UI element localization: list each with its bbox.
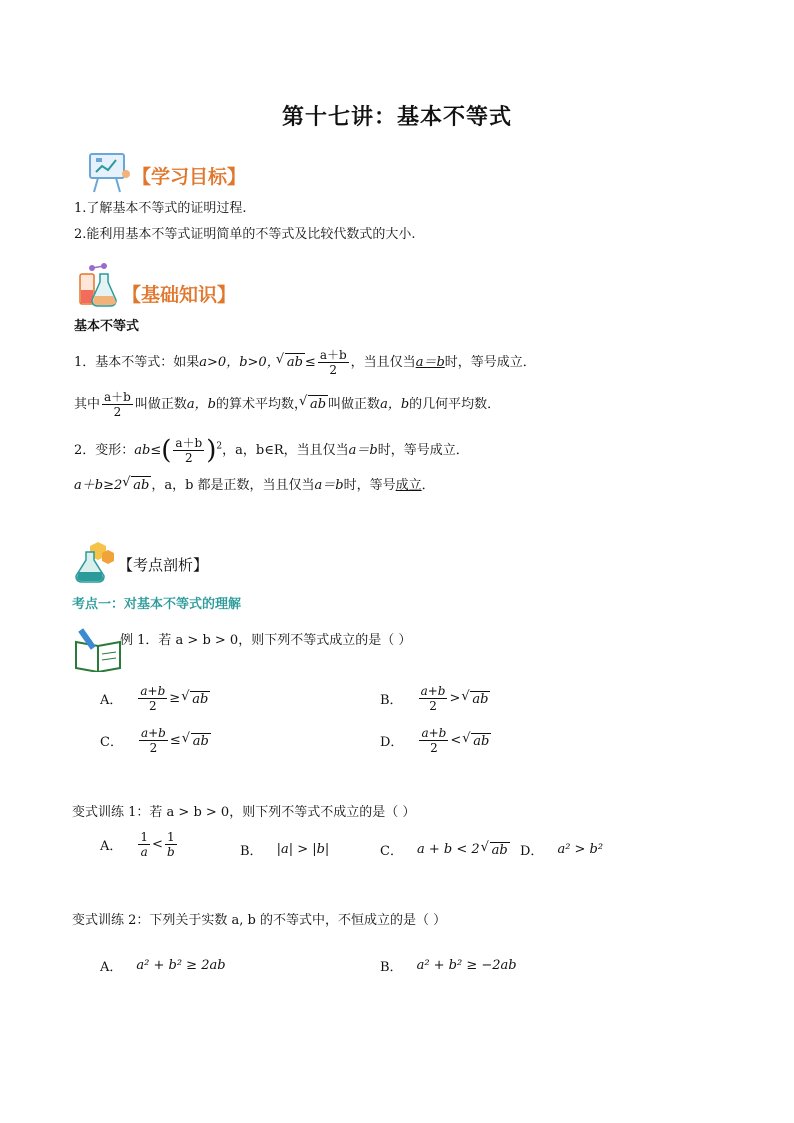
- example-1-option-c[interactable]: C． $\frac{a+b}{2}$ ≤ √ ab: [100, 726, 211, 755]
- practice-2-question: 变式训练 2：下列关于实数 a, b 的不等式中，不恒成立的是（ ）: [72, 913, 447, 928]
- example-1-question: 例 1．若 a > b > 0，则下列不等式成立的是（ ）: [120, 633, 412, 648]
- page-title: 第十七讲：基本不等式: [281, 104, 512, 130]
- presentation-board-icon: [86, 150, 132, 196]
- practice-2-option-b[interactable]: B． a² + b² ≥ −2ab: [380, 958, 517, 975]
- basics-item-2: 2．变形：ab≤( $\frac{a+b}{2}$ )$^2$，a，b∈R，当且仅当a＝b时，等号成立．: [74, 435, 469, 466]
- flask-icon: [74, 262, 120, 308]
- fraction: $\frac{a+b}{2}$: [175, 436, 203, 465]
- basics-item-1: 1．基本不等式：如果a>0，b>0， √ ab ≤ $\frac{a+b}{2}$ ，当且仅当a＝b时，等号成立．: [74, 348, 536, 377]
- section-title-objectives: 【学习目标】: [132, 166, 247, 188]
- example-1-option-a[interactable]: A． $\frac{a+b}{2}$ ≥ √ ab: [100, 684, 210, 713]
- practice-1-option-b[interactable]: B． |a| > |b|: [240, 842, 330, 859]
- example-1-option-d[interactable]: D． $\frac{a+b}{2}$ < √ ab: [380, 726, 491, 755]
- sqrt-ab: √ ab: [308, 395, 328, 414]
- fraction: $\frac{a+b}{2}$: [319, 348, 347, 377]
- section-title-basics: 【基础知识】: [122, 284, 237, 306]
- sqrt-ab: √ ab: [285, 353, 305, 372]
- practice-1-question: 变式训练 1：若 a > b > 0，则下列不等式不成立的是（ ）: [72, 805, 416, 820]
- book-pencil-icon: [72, 628, 124, 672]
- basics-item-1b: 其中 $\frac{a+b}{2}$ 叫做正数a，b的算术平均数，√ ab 叫做正数a，b的几何平均数．: [74, 390, 500, 419]
- point-1-heading: 考点一：对基本不等式的理解: [72, 597, 242, 612]
- basics-item-2b: a＋b≥2√ ab ，a，b 都是正数，当且仅当a＝b时，等号成立．: [74, 476, 435, 495]
- practice-1-option-d[interactable]: D． a² > b²: [520, 842, 604, 859]
- practice-1-option-c[interactable]: C． a + b < 2 √ ab: [380, 840, 510, 859]
- objective-2: 2.能利用基本不等式证明简单的不等式及比较代数式的大小.: [74, 227, 416, 242]
- basics-heading: 基本不等式: [74, 319, 140, 334]
- objective-1: 1.了解基本不等式的证明过程.: [74, 201, 247, 216]
- example-1-option-b[interactable]: B． $\frac{a+b}{2}$ > √ ab: [380, 684, 490, 713]
- section-title-analysis: 【考点剖析】: [118, 556, 209, 574]
- practice-2-option-a[interactable]: A． a² + b² ≥ 2ab: [100, 958, 226, 975]
- chemistry-icon: [72, 538, 118, 584]
- practice-1-option-a[interactable]: A． $\frac{1}{a}$ < $\frac{1}{b}$: [100, 830, 175, 859]
- sqrt-ab: √ ab: [131, 476, 151, 495]
- fraction: $\frac{a+b}{2}$: [104, 390, 131, 419]
